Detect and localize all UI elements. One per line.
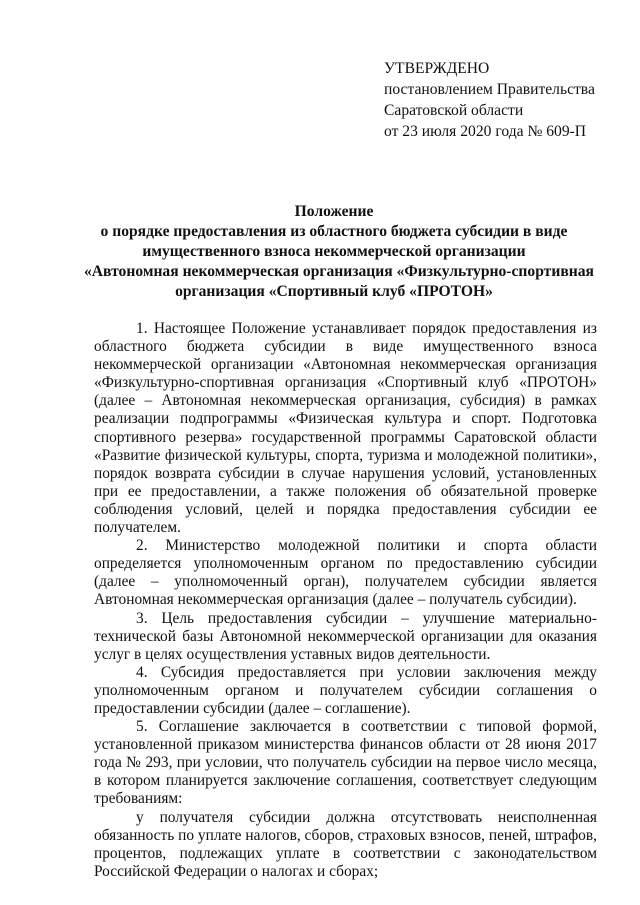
approval-heading: УТВЕРЖДЕНО [384, 60, 490, 77]
approval-line-2: Саратовской области [384, 102, 524, 119]
paragraph-3: 3. Цель предоставления субсидии – улучшение материально-технической базы Автономной некоммерческой организации для оказания услуг в целях осуществления уставных видов деятельности. [94, 609, 597, 663]
paragraph-4: 4. Субсидия предоставляется при условии заключения между уполномоченным органом и получателем субсидии соглашения о предоставлении субсидии (далее – соглашение). [94, 663, 597, 717]
title-line-5: организация «Спортивный клуб «ПРОТОН» [175, 283, 493, 300]
paragraph-2: 2. Министерство молодежной политики и спорта области определяется уполномоченным органом по предоставлению субсидии (далее – уполномоченный орган), получателем субсидии является Автономная некоммерческая организация (далее – получатель субсидии). [94, 537, 597, 609]
paragraph-6: у получателя субсидии должна отсутствовать неисполненная обязанность по уплате налогов, сборов, страховых взносов, пеней, штрафов, процентов, подлежащих уплате в соответствии с законодательством Российской Федерации о налогах и сборах; [94, 808, 597, 880]
title-line-1: Положение [294, 203, 374, 220]
title-line-2: о порядке предоставления из областного бюджета субсидии в виде [100, 223, 568, 240]
document-body [94, 320, 597, 881]
approval-stamp [384, 58, 624, 142]
title-line-4: «Автономная некоммерческая организация «Физкультурно-спортивная [84, 263, 594, 280]
document-title [84, 202, 594, 302]
approval-line-3: от 23 июля 2020 года № 609-П [384, 123, 587, 140]
paragraph-5: 5. Соглашение заключается в соответствии с типовой формой, установленной приказом министерства финансов области от 28 июня 2017 года № 293, при условии, что получатель субсидии на первое число месяца, в котором планируется заключение соглашения, соответствует следующим требованиям: [94, 718, 597, 808]
approval-line-1: постановлением Правительства [384, 81, 595, 98]
title-line-3: имущественного взноса некоммерческой организации [142, 243, 526, 260]
paragraph-1: 1. Настоящее Положение устанавливает порядок предоставления из областного бюджета субсидии в виде имущественного взноса некоммерческой организации «Автономная некоммерческая организация «Физкультурно-спортивная организация «Спортивный клуб «ПРОТОН» (далее – Автономная некоммерческая организация, субсидия) в рамках реализации подпрограммы «Физическая культура и спорт. Подготовка спортивного резерва» государственной программы Саратовской области «Развитие физической культуры, спорта, туризма и молодежной политики», порядок возврата субсидии в случае нарушения условий, установленных при ее предоставлении, а также положения об обязательной проверке соблюдения условий, целей и порядка предоставления субсидии ее получателем. [94, 320, 597, 537]
